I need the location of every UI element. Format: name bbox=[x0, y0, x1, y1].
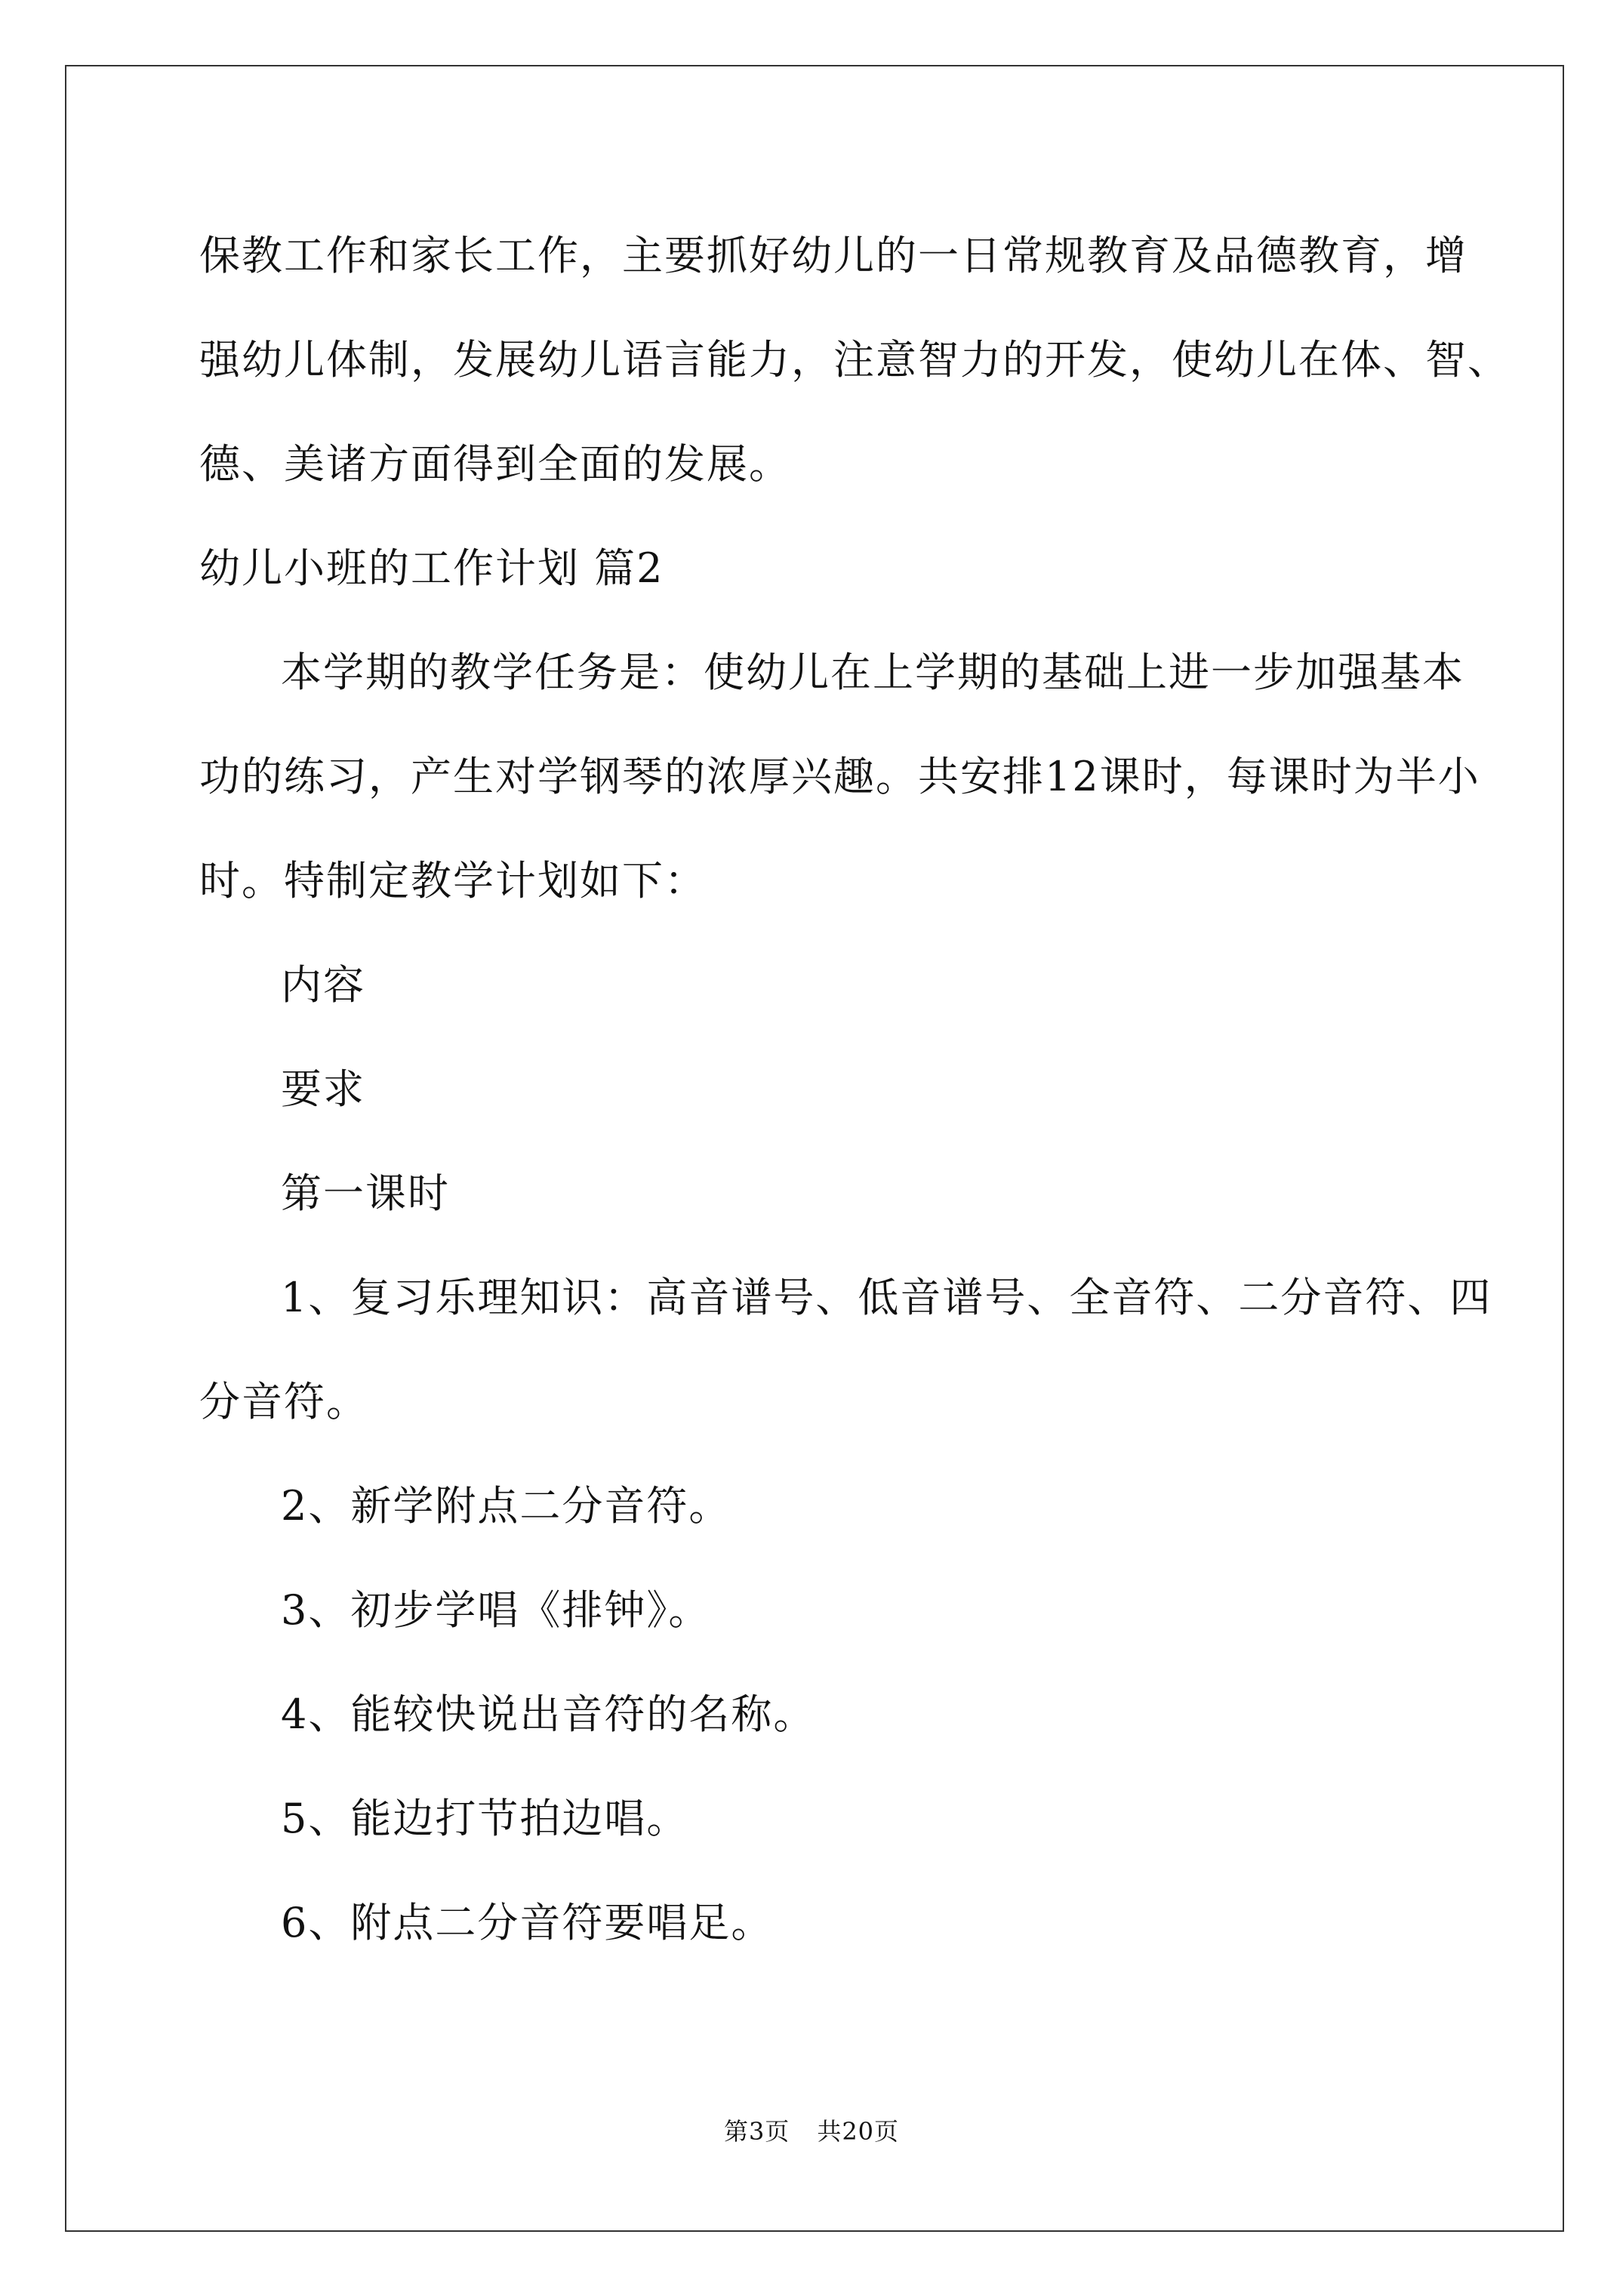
page-number: 第3页 bbox=[723, 2117, 790, 2146]
list-item: 4、能较快说出音符的名称。 bbox=[281, 1690, 816, 1738]
text-line: 第一课时 bbox=[281, 1170, 450, 1217]
text-line: 德、美诸方面得到全面的发展。 bbox=[199, 440, 791, 488]
section-heading: 幼儿小班的工作计划 篇2 bbox=[199, 544, 664, 592]
page-footer bbox=[0, 2113, 1623, 2147]
list-item: 3、初步学唱《排钟》。 bbox=[281, 1586, 711, 1634]
list-item: 5、能边打节拍边唱。 bbox=[281, 1795, 689, 1842]
list-item: 2、新学附点二分音符。 bbox=[281, 1482, 731, 1530]
text-line: 强幼儿体制，发展幼儿语言能力，注意智力的开发，使幼儿在体、智、 bbox=[199, 336, 1510, 384]
text-line: 分音符。 bbox=[199, 1378, 368, 1425]
list-item: 1、复习乐理知识：高音谱号、低音谱号、全音符、二分音符、四 bbox=[281, 1274, 1492, 1321]
text-line: 时。特制定教学计划如下： bbox=[199, 857, 707, 905]
text-line: 内容 bbox=[281, 961, 365, 1009]
page-total: 共20页 bbox=[817, 2117, 900, 2146]
document-body bbox=[199, 204, 1510, 1975]
text-line: 要求 bbox=[281, 1065, 365, 1113]
text-line: 功的练习，产生对学钢琴的浓厚兴趣。共安排12课时，每课时为半小 bbox=[199, 753, 1480, 800]
text-line: 本学期的教学任务是：使幼儿在上学期的基础上进一步加强基本 bbox=[281, 649, 1464, 696]
text-line: 保教工作和家长工作，主要抓好幼儿的一日常规教育及品德教育，增 bbox=[199, 232, 1467, 279]
list-item: 6、附点二分音符要唱足。 bbox=[281, 1899, 774, 1946]
